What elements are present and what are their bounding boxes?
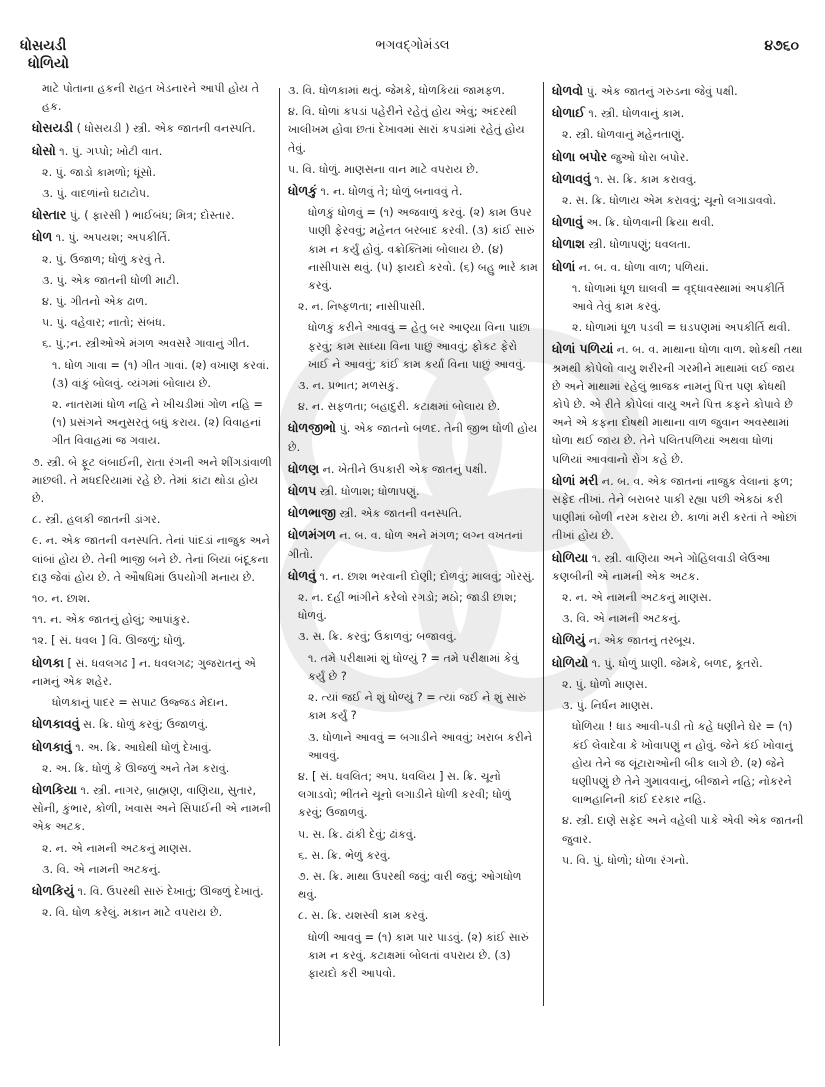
definition-text: ૫. સ. ક્રિ. ઢાંકી દેવું; ઢાંકવું. bbox=[298, 827, 417, 841]
guide-word-left: ધોસયડી bbox=[20, 38, 67, 54]
guide-word-left-2: ધોળિયો bbox=[28, 56, 69, 72]
headword: ધોસો bbox=[32, 142, 56, 158]
entry-sense bbox=[32, 861, 272, 879]
dictionary-entry bbox=[32, 882, 272, 901]
definition-text: ૪. [ સં. ધવલિત; અપ. ધવલિય ] સ. ક્રિ. ચૂનો લગાડવો; ભીંતને ચૂનો લગાડીને ધોળી કરવી; ધોળું કરવું; ઉજાળવું. bbox=[298, 769, 511, 820]
headword: ધોળકિયું bbox=[32, 882, 74, 898]
definition-text: ૫. વિ. પું. ધોળો; ધોળા રંગનો. bbox=[562, 853, 689, 867]
column-1 bbox=[32, 80, 272, 925]
entry-sense bbox=[32, 335, 272, 353]
definition-text: ૩. પું. વાદળાંનો ઘટાટોપ. bbox=[42, 187, 150, 201]
entry-sense bbox=[32, 396, 272, 451]
definition-text: ૩. પું. નિર્ધન માણસ. bbox=[562, 699, 654, 713]
page-header bbox=[0, 38, 825, 60]
definition-text: ૯. ન. એક જાતની વનસ્પતિ. તેનાં પાંદડાં નાજુક અને લાંબાં હોય છે. તેની ભાજી બને છે. તેનાં બિયાં બંદૂકના દારૂ જેવાં હોય છે. તે ઔષધિમાં ઉપયોગી મનાય છે. bbox=[32, 534, 270, 584]
entry-sense bbox=[32, 357, 272, 393]
dictionary-entry bbox=[288, 504, 538, 523]
entry-sense bbox=[288, 377, 538, 395]
headword: ધોળિયો bbox=[552, 654, 589, 670]
definition-text: ૨. પું. જાડો કામળો; ધૂંસો. bbox=[42, 165, 156, 179]
definition-text: ૨. નાતરામાં ધોળ નહિ ને ખીચડીમાં ગોળ નહિ = (૧) પ્રસંગને અનુસરતું બધું કરાય. (૨) વિવાહનાં ગીત વિવાહમાં જ ગવાય. bbox=[52, 398, 263, 448]
definition-text: ૨. સ્ત્રી. ધોળવાનું મહેનતાણું. bbox=[562, 128, 685, 142]
definition-text: ૪. પું. ગીતનો એક ઢાળ. bbox=[42, 295, 148, 309]
headword: ધોળાવવું bbox=[552, 170, 591, 186]
definition-text: ૧. સ્ત્રી. ધોળવાનું કામ. bbox=[584, 107, 685, 121]
definition-text: ૨. ન. નિષ્ફળતા; નાસીપાસી. bbox=[298, 300, 426, 314]
definition-text: ૧૦. ન. છાશ. bbox=[32, 592, 91, 606]
entry-sense bbox=[32, 272, 272, 290]
dictionary-entry bbox=[552, 654, 804, 673]
definition-text: ૧. ન. ધોળવું તે; ધોળું બનાવવું તે. bbox=[316, 185, 463, 199]
entry-sense bbox=[552, 812, 804, 848]
dictionary-entry bbox=[552, 258, 804, 277]
definition-text: ૩. પું. એક જાતની ધોળી માટી. bbox=[42, 273, 180, 287]
definition-text: ૧. ધોળ ગાવા = (૧) ગીત ગાવાં. (૨) વખાણ કરવાં. (૩) વાંકું બોલવું. વ્યંગમાં બોલાય છે. bbox=[52, 358, 270, 390]
definition-text: ૮. સ. ક્રિ. યશસ્વી કામ કરવું. bbox=[298, 909, 429, 923]
headword: ધોસ્તાર bbox=[32, 207, 67, 223]
definition-text: ૧. તમે પરીક્ષામાં શું ધોળ્યું ? = તમે પરીક્ષામાં કેવું કર્યું છે ? bbox=[308, 651, 519, 683]
entry-sense bbox=[288, 929, 538, 984]
definition-text: ૭. સ્ત્રી. બે ફૂટ લંબાઈની, રાતા રંગની અને શીંગડાંવાળી માછલી. તે મધદરિયામાં રહે છે. તેમાં કાંટા થોડા હોય છે. bbox=[32, 455, 272, 506]
entry-sense bbox=[552, 192, 804, 210]
dictionary-entry bbox=[32, 206, 272, 225]
definition-text: ૩. ન. પ્રભાત; મળસકું. bbox=[298, 379, 399, 393]
definition-text: ( ધોસયડી ) સ્ત્રી. એક જાતની વનસ્પતિ. bbox=[73, 122, 256, 136]
dictionary-entry bbox=[288, 182, 538, 201]
definition-text: ૫. વિ. ધોળું. માણસના વાન માટે વપરાય છે. bbox=[288, 162, 479, 176]
definition-text: ૧૧. ન. એક જાતનું હોલું; આપાંકુર. bbox=[32, 613, 190, 627]
dictionary-entry bbox=[288, 419, 538, 456]
headword: ધોળકાવવું bbox=[32, 716, 80, 732]
definition-text: ન. બ. વ. ધોળ અને મંગળ; લગ્ન વખતનાં ગીતો. bbox=[288, 529, 523, 561]
entry-sense bbox=[552, 610, 804, 628]
definition-text: ન. બ. વ. માથાના ધોળા વાળ. શોકથી તથા શ્રમથી કોપેલો વાયુ શરીરની ગરમીને માથામાં લઈ જાય છે અને માથામાં રહેલું ભ્રાજક નામનું પિત્ત પણ ક્રોધથી કોપે છે. એ રીતે કોપેલાં વાયુ અને પિત્ત કફને કોપાવે છે અને એ કફના દોષથી માથાના વાળ જુવાન અવસ્થામાં ધોળા થઈ જાય છે. તેને પલિતપળિયાં અથવા ધોળાં પળિયાં આવવાનો રોગ કહે છે. bbox=[552, 343, 803, 466]
definition-text: ધોળી આવવું = (૧) કામ પાર પાડવું. (૨) કાંઈ સારું કામ ન કરવું. કટાક્ષમાં બોલતાં વપરાય છે. (૩) ફાયદો કરી આપવો. bbox=[308, 930, 529, 980]
entry-sense bbox=[288, 907, 538, 925]
definition-text: જુઓ ધોરા બપોર. bbox=[607, 150, 689, 164]
definition-text: ધોળકું કરીને આવવું = હેતુ બર આણ્યા વિના પાછા ફરવું; કામ સાધ્યા વિના પાછું આવવું; ફોકટ ફેરો ખાઈ ને આવવું; કાંઈ કામ કર્યા વિના પાછું આવવું. bbox=[308, 321, 531, 371]
definition-text: ૪. ન. સફળતા; બહાદુરી. કટાક્ષમાં બોલાય છે. bbox=[298, 400, 501, 414]
entry-sense bbox=[32, 632, 272, 650]
headword: ધોળમંગળ bbox=[288, 527, 336, 543]
dictionary-entry bbox=[552, 340, 804, 468]
dictionary-entry bbox=[552, 148, 804, 167]
definition-text: [ સં. ધવલગઢ ] ન. ધવલગઢ; ગુજરાતનું એ નામનું એક શહેર. bbox=[32, 656, 257, 688]
page-title: ભગવદ્ગોમંડલ bbox=[375, 38, 450, 53]
headword: ધોળ bbox=[32, 229, 53, 245]
definition-text: ૧. સ્ત્રી. વાણિયા અને ગોહિલવાડી લેઉઆ કણબીની એ નામની એક અટક. bbox=[552, 551, 771, 583]
definition-text: માટે પોતાના હકની રાહત ખેડનારને આપી હોય તે હક. bbox=[42, 82, 260, 114]
definition-text: સ્ત્રી. ધોળાશ; ધોળાપણું. bbox=[316, 485, 420, 499]
entry-sense bbox=[552, 852, 804, 870]
headword: ધોળપ bbox=[288, 483, 317, 499]
headword: ધોળણ bbox=[288, 460, 320, 476]
entry-sense bbox=[288, 729, 538, 765]
definition-text: ૨. પું. ઉજાળ; ધોળું કરવું તે. bbox=[42, 252, 166, 266]
headword: ધોળાશ bbox=[552, 236, 585, 252]
entry-sense bbox=[288, 826, 538, 844]
headword: ધોળાઈ bbox=[552, 105, 585, 121]
definition-text: ધોળકું ધોળવું = (૧) અજવાળું કરવું. (૨) કામ ઉપર પાણી ફેરવવું; મહેનત બરબાદ કરવી. (૩) કાંઈ સારું કામ ન કર્યું હોવું. વક્રોક્તિમાં બોલાય છે. (૪) નાસીપાસ થવું. (૫) ફાયદો કરવો. (૬) બહુ ભારે કામ કરવું. bbox=[308, 206, 538, 293]
definition-text: પું. એક જાતનું ગરુડના જેવું પક્ષી. bbox=[583, 85, 738, 98]
entry-sense bbox=[288, 298, 538, 316]
definition-text: ૩. ધોળાને આવવું = બગાડીને આવવું; ખરાબ કરીને આવવું. bbox=[308, 730, 533, 762]
definition-text: ૨. ન. દહીં ભાંગીને કરેલો રગડો; મઠો; જાડી છાશ; ધોળવું. bbox=[298, 591, 517, 623]
definition-text: ૧૨. [ સં. ધવલ ] વિ. ઊજળું; ધોળું. bbox=[32, 634, 186, 648]
entry-sense bbox=[288, 319, 538, 374]
column-2 bbox=[288, 82, 538, 986]
entry-sense bbox=[552, 280, 804, 316]
definition-text: ધોળિયા ! ધાડ આવી-પડી તો કહે ધણીને ઘેર = (૧) કંઈ લેવાદેવા કે ખોવાપણું ન હોવું. જેને કંઈ ખોવાનું હોય તેને જ લૂંટારાઓની બીક લાગે છે. (૨) જેને ધણીપણું છે તેને ગુમાવવાનું, બીજાને નહિ; નોકરને લાભહાનિની કાંઈ દરકાર નહિ. bbox=[572, 720, 793, 807]
dictionary-entry bbox=[552, 631, 804, 650]
headword: ધોળભાજી bbox=[288, 505, 336, 521]
definition-text: ૧. ન. છાશ ભરવાની દોણી; દોળવું; માલવું; ગોરસું. bbox=[315, 569, 535, 583]
entry-sense bbox=[32, 840, 272, 858]
definition-text: સ્ત્રી. ધોળાપણું; ધવલતા. bbox=[584, 238, 691, 252]
entry-sense bbox=[288, 650, 538, 686]
definition-text: સ. ક્રિ. ધોળું કરવું; ઉજાળવું. bbox=[79, 718, 208, 732]
entry-sense bbox=[552, 589, 804, 607]
headword: ધોળજીભો bbox=[288, 420, 336, 436]
dictionary-entry bbox=[32, 715, 272, 734]
headword: ધોળાં bbox=[552, 258, 576, 274]
definition-text: ૨. પું. ધોળો માણસ. bbox=[562, 677, 648, 691]
definition-text: ૨. વિ. ધોળ કરેલું. મકાન માટે વપરાય છે. bbox=[42, 906, 223, 920]
entry-sense bbox=[32, 694, 272, 712]
definition-text: પું. ( ફારસી ) ભાઈબંધ; મિત્ર; દોસ્તાર. bbox=[66, 209, 235, 223]
definition-text: ૩. વિ. એ નામની અટકનું. bbox=[562, 612, 681, 626]
definition-text: ૨. અ. ક્રિ. ધોળું કે ઊજળું અને તેમ કરાવું. bbox=[42, 761, 230, 775]
dictionary-entry bbox=[32, 654, 272, 691]
definition-text: ૭. સ. ક્રિ. માથા ઉપરથી જવું; વારી જવું; ઓગધોળ થવું. bbox=[298, 869, 522, 902]
entry-sense bbox=[288, 589, 538, 625]
definition-text: ૩. વિ. એ નામની અટકનું. bbox=[42, 862, 161, 876]
dictionary-entry bbox=[288, 526, 538, 563]
definition-text: ૩. સ. ક્રિ. કરવું; ઉકાળવું; બજાવવું. bbox=[298, 630, 457, 644]
entry-sense bbox=[32, 511, 272, 529]
entry-sense bbox=[32, 164, 272, 182]
definition-text: ૪. વિ. ધોળાં કપડાં પહેરીને રહેતું હોય એવું; અંદરથી ખાલીખમ હોવા છતાં દેખાવમાં સારાં કપડાંમાં રહેતું હોય તેવું. bbox=[288, 105, 525, 155]
column-divider-2 bbox=[543, 82, 544, 1006]
entry-sense bbox=[32, 611, 272, 629]
column-3 bbox=[552, 82, 804, 873]
dictionary-entry bbox=[552, 235, 804, 254]
definition-text: ૨. ત્યાં જઈ ને શું ધોળ્યું ? = ત્યાં જઈ ને શું સારું કામ કર્યું ? bbox=[308, 691, 527, 723]
entry-sense bbox=[288, 204, 538, 295]
entry-sense bbox=[288, 689, 538, 725]
entry-sense bbox=[288, 398, 538, 416]
dictionary-entry bbox=[552, 104, 804, 123]
definition-text: ૧. વિ. ઉપરથી સારું દેખાતું; ઊજળું દેખાતું. bbox=[73, 884, 264, 898]
headword: ધોળકું bbox=[288, 183, 317, 199]
definition-text: ૧. પું. ધોળું પ્રાણી. જેમકે, બળદ, કૂતરો. bbox=[588, 656, 763, 670]
definition-text: ૧. પું. અપયશ; અપકીર્તિ. bbox=[52, 231, 171, 245]
entry-sense bbox=[32, 251, 272, 269]
definition-text: ૫. પું. વહેવાર; નાતો; સંબંધ. bbox=[42, 316, 166, 330]
definition-text: પું. એક જાતનો બળદ. તેની જીભ ધોળી હોય છે. bbox=[288, 422, 538, 454]
definition-text: ૧. સ. ક્રિ. કામ કરાવવું. bbox=[590, 172, 697, 186]
entry-sense bbox=[32, 760, 272, 778]
entry-sense bbox=[552, 126, 804, 144]
definition-text: ૧. સ્ત્રી. નાગર, બ્રાહ્મણ, વાણિયા, સુતાર, સોની, કુંભાર, કોળી, ખવાસ અને સિપાઈની એ નામની એક અટક. bbox=[32, 783, 272, 834]
definition-text: સ્ત્રી. એક જાતની વનસ્પતિ. bbox=[335, 507, 462, 521]
definition-text: ૨. સ. ક્રિ. ધોળાય એમ કરાવવું; ચૂનો લગાડાવવો. bbox=[562, 194, 777, 208]
column-divider-1 bbox=[279, 88, 280, 1046]
dictionary-entry bbox=[32, 781, 272, 837]
headword: ધોળા બપોર bbox=[552, 148, 608, 164]
headword: ધોળિયું bbox=[552, 632, 586, 648]
definition-text: ૩. વિ. ધોળકામાં થતું. જેમકે, ધોળકિયાં જામફળ. bbox=[288, 84, 505, 97]
dictionary-entry bbox=[552, 170, 804, 189]
entry-sense bbox=[32, 185, 272, 203]
entry-sense bbox=[288, 768, 538, 823]
entry-sense bbox=[552, 676, 804, 694]
definition-text: ન. ખેતીને ઉપકારી એક જાતનું પક્ષી. bbox=[319, 462, 488, 476]
definition-text: ન. એક જાતનું તરબૂચ. bbox=[585, 634, 696, 648]
definition-text: ૪. સ્ત્રી. દાણે સફેદ અને વહેલી પાકે એવી એક જાતની જુવાર. bbox=[562, 814, 804, 846]
dictionary-entry bbox=[552, 472, 804, 546]
headword: ધોળાં મરી bbox=[552, 472, 599, 488]
entry-sense bbox=[288, 628, 538, 646]
entry-sense bbox=[552, 718, 804, 809]
definition-text: ૬. સ. ક્રિ. ભેળું કરવું. bbox=[298, 848, 391, 862]
definition-text: ૧. પું. ગપ્પો; ખોટી વાત. bbox=[55, 144, 163, 158]
dictionary-entry bbox=[552, 82, 804, 101]
headword: ધોળકા bbox=[32, 654, 64, 670]
definition-text: ન. બ. વ. એક જાતનાં નાજુક વેલાનાં ફળ; સફેદ તીખાં. તેને બરાબર પાકી રહ્યા પછી એકઠાં કરી પાણીમાં બોળી નરમ કરાય છે. કાળાં મરી કરતાં તે ઓછાં તીખાં હોય છે. bbox=[552, 474, 797, 543]
definition-text: ૬. પું.;ન. સ્ત્રીઓએ મંગળ અવસરે ગાવાનું ગીત. bbox=[42, 337, 250, 351]
entry-sense bbox=[32, 590, 272, 608]
headword: ધોળવો bbox=[552, 83, 584, 98]
headword: ધોળવું bbox=[288, 567, 316, 583]
dictionary-entry bbox=[32, 119, 272, 138]
headword: ધોળિયા bbox=[552, 549, 589, 565]
page-number: ૪૭૬૦ bbox=[764, 38, 799, 54]
headword: ધોળકાવું bbox=[32, 738, 72, 754]
dictionary-entry bbox=[288, 482, 538, 501]
definition-text: ન. બ. વ. ધોળા વાળ; પળિયાં. bbox=[575, 260, 709, 274]
entry-sense bbox=[288, 82, 538, 100]
dictionary-entry bbox=[552, 213, 804, 232]
definition-text: ૮. સ્ત્રી. હલકી જાતની ડાંગર. bbox=[32, 513, 161, 527]
entry-sense bbox=[32, 80, 272, 116]
dictionary-entry bbox=[32, 738, 272, 757]
entry-sense bbox=[32, 293, 272, 311]
entry-sense bbox=[288, 868, 538, 904]
definition-text: ધોળકાનું પાદર = સપાટ ઉજ્જડ મેદાન. bbox=[52, 696, 229, 710]
dictionary-entry bbox=[552, 549, 804, 586]
definition-text: અ. ક્રિ. ધોળવાની ક્રિયા થવી. bbox=[582, 216, 715, 230]
dictionary-entry bbox=[288, 567, 538, 586]
definition-text: ૧. ધોળામાં ધૂળ ઘાલવી = વૃદ્ધાવસ્થામાં અપકીર્તિ આવે તેવું કામ કરવું. bbox=[572, 281, 785, 314]
entry-sense bbox=[288, 161, 538, 179]
definition-text: ૨. ધોળામાં ધૂળ પડવી = ઘડપણમાં અપકીર્તિ થવી. bbox=[572, 321, 791, 335]
headword: ધોસયડી bbox=[32, 120, 74, 136]
definition-text: ૨. ન. એ નામની અટકનું માણસ. bbox=[562, 591, 712, 605]
headword: ધોળાવું bbox=[552, 214, 583, 230]
entry-sense bbox=[32, 532, 272, 587]
definition-text: ૧. અ. ક્રિ. આઘેથી ધોળું દેખાવું. bbox=[71, 740, 212, 754]
entry-sense bbox=[552, 319, 804, 337]
entry-sense bbox=[32, 904, 272, 922]
headword: ધોળાં પળિયાં bbox=[552, 341, 614, 357]
entry-sense bbox=[32, 454, 272, 509]
dictionary-entry bbox=[32, 228, 272, 247]
entry-sense bbox=[552, 697, 804, 715]
headword: ધોળકિયા bbox=[32, 781, 77, 797]
entry-sense bbox=[288, 847, 538, 865]
dictionary-entry bbox=[32, 142, 272, 161]
dictionary-entry bbox=[288, 460, 538, 479]
entry-sense bbox=[32, 314, 272, 332]
entry-sense bbox=[288, 103, 538, 158]
definition-text: ૨. ન. એ નામની અટકનું માણસ. bbox=[42, 841, 192, 855]
